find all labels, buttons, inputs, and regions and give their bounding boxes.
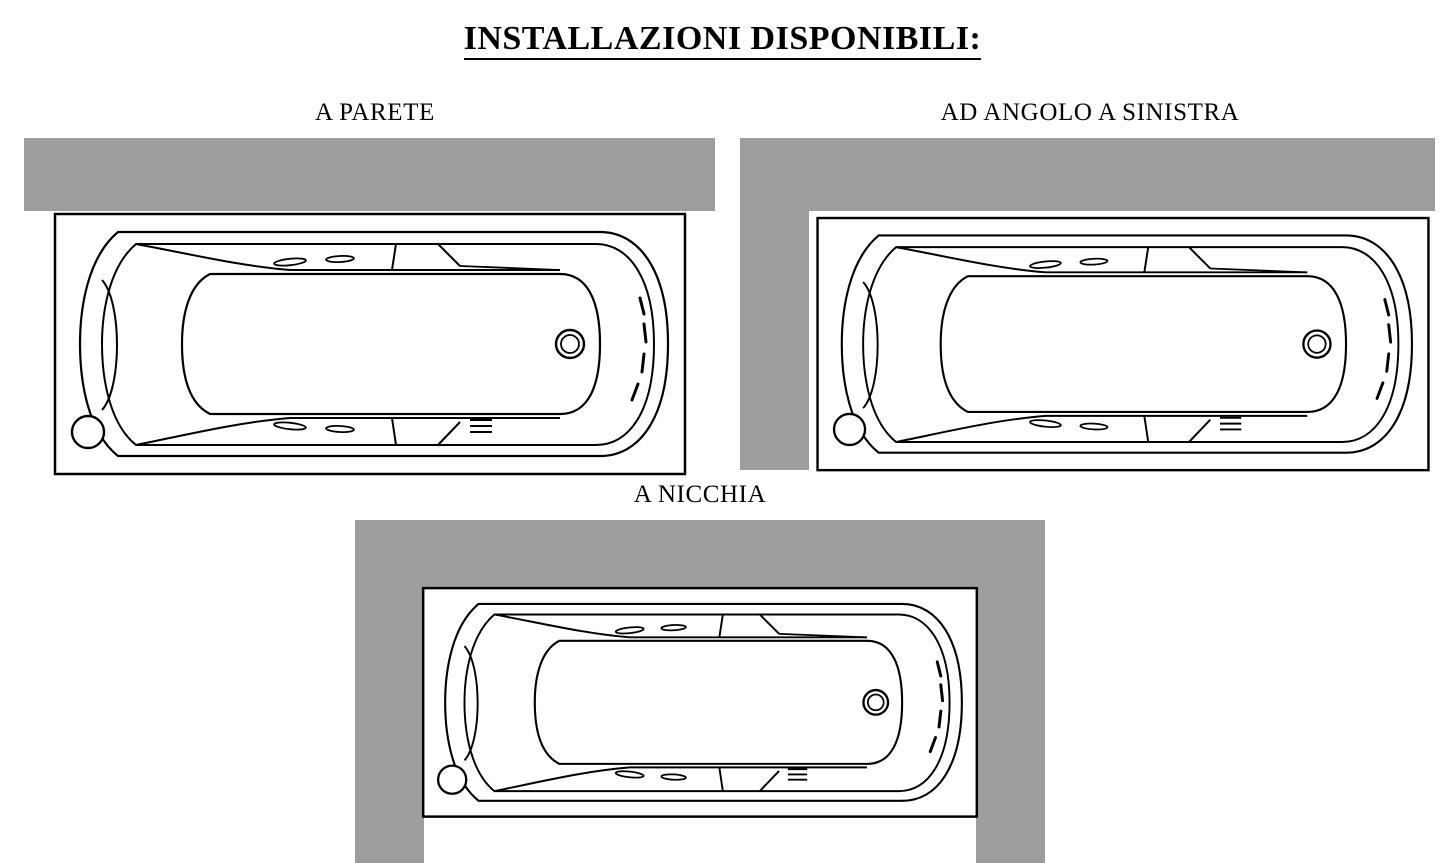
caption-a-nicchia: A NICCHIA [633, 481, 767, 508]
page-title-text: INSTALLAZIONI DISPONIBILI: [464, 20, 982, 60]
caption-a-parete: A PARETE [315, 99, 435, 126]
wall-top-ad-angolo [740, 138, 1435, 211]
tub-drawing-a-parete [40, 202, 700, 492]
page-title [0, 20, 1445, 58]
diagram-a-nicchia [300, 512, 1100, 863]
wall-left-ad-angolo [740, 138, 809, 470]
caption-ad-angolo-a-sinistra: AD ANGOLO A SINISTRA [940, 99, 1240, 126]
tub-drawing-a-nicchia [410, 575, 990, 835]
wall-top-a-parete [24, 138, 715, 211]
tub-drawing-ad-angolo [803, 202, 1443, 492]
diagram-ad-angolo-a-sinistra [715, 130, 1445, 490]
diagram-a-parete [0, 130, 730, 490]
